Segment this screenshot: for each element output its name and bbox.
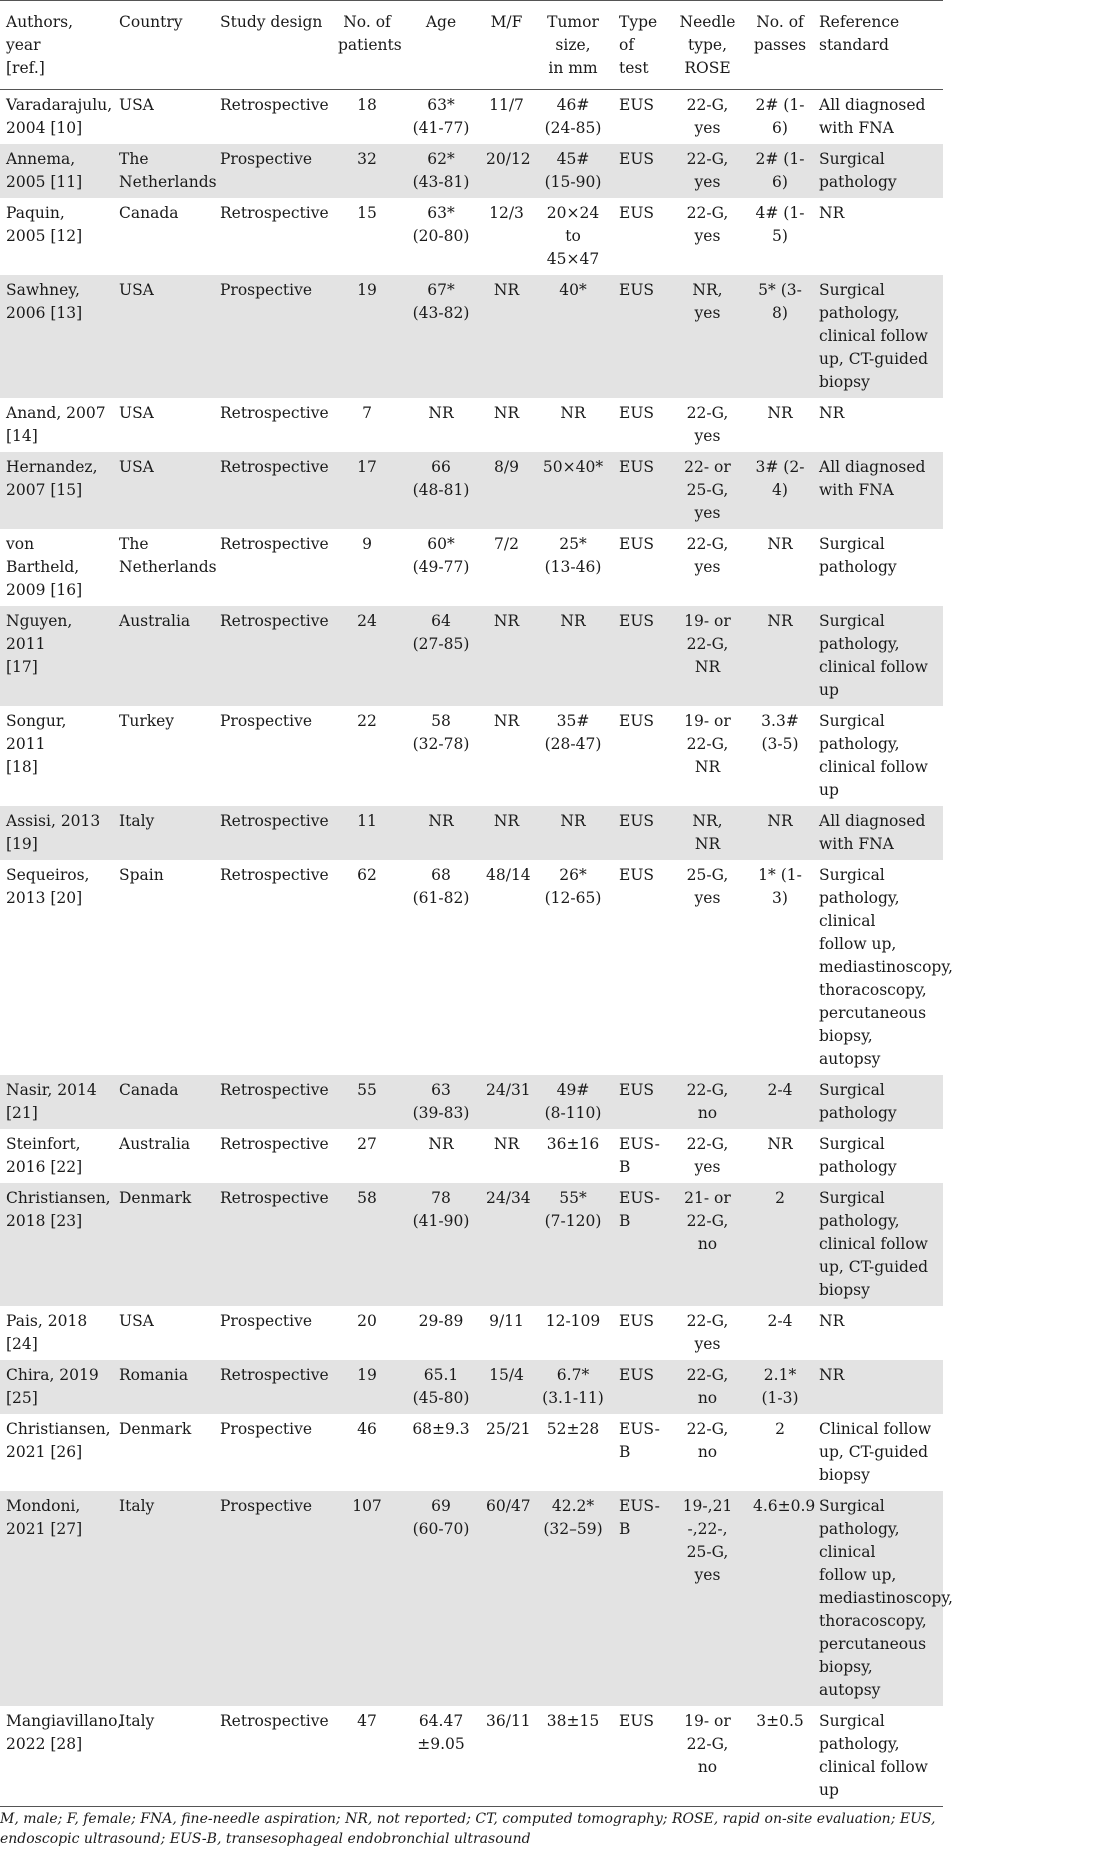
cell-age: 68±9.3 <box>412 1420 470 1438</box>
cell-country: Denmark <box>119 1420 192 1438</box>
cell-passes: 2 <box>775 1420 785 1438</box>
cell-test: EUS <box>613 452 668 529</box>
cell-reference: All diagnosed with FNA <box>819 96 926 137</box>
cell-authors: Nguyen, 2011 [17] <box>0 606 113 706</box>
cell-test: EUS <box>619 204 654 222</box>
cell-test: EUS <box>619 96 654 114</box>
cell-test: EUS-B <box>619 1135 660 1176</box>
cell-test: EUS <box>619 1312 654 1330</box>
table-row <box>0 806 943 860</box>
cell-authors: Sequeiros, 2013 [20] <box>6 866 90 907</box>
cell-test: EUS <box>613 1360 668 1414</box>
cell-tumor-size: 55* (7-120) <box>533 1183 613 1306</box>
cell-needle: 22-G, yes <box>686 404 729 445</box>
cell-country: USA <box>119 404 154 422</box>
cell-needle: 22-G, no <box>668 1075 747 1129</box>
cell-tumor-size: 36±16 <box>546 1135 600 1153</box>
cell-age: 62* (43-81) <box>402 144 480 198</box>
cell-tumor-size: 20×24 to 45×47 <box>546 204 600 268</box>
cell-country: Spain <box>119 866 164 884</box>
cell-needle: 19-,21 -,22-, 25-G, yes <box>668 1491 747 1706</box>
cell-test: EUS <box>619 535 654 553</box>
cell-patients: 62 <box>357 866 377 884</box>
cell-sex: 15/4 <box>480 1360 533 1414</box>
cell-tumor-size: 45# (15-90) <box>533 144 613 198</box>
cell-age: 64 (27-85) <box>402 606 480 706</box>
cell-needle: NR, yes <box>668 275 747 398</box>
cell-authors: Pais, 2018 [24] <box>6 1312 88 1353</box>
cell-design: Retrospective <box>214 1360 332 1414</box>
cell-tumor-size: 46# (24-85) <box>544 96 602 137</box>
cell-design: Retrospective <box>214 1075 332 1129</box>
cell-authors: Varadarajulu, 2004 [10] <box>6 96 113 137</box>
cell-age: 69 (60-70) <box>402 1491 480 1706</box>
cell-authors: Paquin, 2005 [12] <box>6 204 83 245</box>
cell-needle: 19- or 22-G, NR <box>684 712 731 776</box>
cell-reference: Surgical pathology, clinical follow up, CT-guided biopsy <box>813 275 943 398</box>
cell-design: Prospective <box>214 144 332 198</box>
header-age: Age <box>402 1 480 90</box>
cell-authors: Chira, 2019 [25] <box>0 1360 113 1414</box>
cell-passes: NR <box>767 1135 793 1153</box>
header-country: Country <box>113 1 214 90</box>
cell-patients: 18 <box>357 96 377 114</box>
cell-authors: Steinfort, 2016 [22] <box>6 1135 83 1176</box>
cell-needle: 22-G, yes <box>686 1312 729 1353</box>
cell-country: The Netherlands <box>119 535 217 576</box>
cell-reference: Surgical pathology <box>813 144 943 198</box>
table-row <box>0 1075 943 1129</box>
table-row <box>0 1360 943 1414</box>
cell-country: Canada <box>113 1075 214 1129</box>
cell-patients: 107 <box>332 1491 402 1706</box>
cell-sex: NR <box>480 275 533 398</box>
cell-patients: 46 <box>357 1420 377 1438</box>
cell-sex: NR <box>493 712 520 730</box>
cell-needle: 22-G, yes <box>668 144 747 198</box>
cell-test: EUS-B <box>619 1420 660 1461</box>
cell-tumor-size: 50×40* <box>533 452 613 529</box>
table-row <box>0 529 943 606</box>
cell-reference: Surgical pathology, clinical follow up, CT-guided biopsy <box>813 1183 943 1306</box>
cell-sex: 24/31 <box>480 1075 533 1129</box>
cell-reference: Surgical pathology, clinical follow up, mediastinoscopy, thoracoscopy, percutaneous biopsy, autopsy <box>819 866 953 1068</box>
cell-authors: Sawhney, 2006 [13] <box>0 275 113 398</box>
cell-needle: 22-G, yes <box>686 96 729 137</box>
cell-design: Retrospective <box>220 404 329 422</box>
cell-test: EUS <box>613 275 668 398</box>
cell-sex: 25/21 <box>486 1420 531 1438</box>
cell-authors: Mondoni, 2021 [27] <box>0 1491 113 1706</box>
cell-design: Retrospective <box>220 96 329 114</box>
cell-age: 64.47 ±9.05 <box>402 1706 480 1807</box>
cell-test: EUS <box>613 1075 668 1129</box>
cell-needle: 22-G, no <box>686 1420 729 1461</box>
cell-age: 63* (20-80) <box>412 204 470 245</box>
cell-country: Turkey <box>119 712 175 730</box>
cell-country: Italy <box>113 806 214 860</box>
cell-design: Retrospective <box>220 866 329 884</box>
header-passes: No. of passes <box>747 1 813 90</box>
cell-passes: 2-4 <box>767 1312 793 1330</box>
cell-sex: 24/34 <box>480 1183 533 1306</box>
cell-passes: NR <box>767 404 793 422</box>
cell-age: 78 (41-90) <box>402 1183 480 1306</box>
cell-passes: NR <box>747 806 813 860</box>
cell-test: EUS <box>619 866 654 884</box>
cell-patients: 20 <box>357 1312 377 1330</box>
cell-reference: NR <box>819 404 845 422</box>
table-footnote: M, male; F, female; FNA, fine-needle aspiration; NR, not reported; CT, computed tomography; ROSE, rapid on-site evaluation; EUS, endoscopic ultrasound; EUS-B, transesophageal endobronchial ultrasound <box>0 1811 936 1847</box>
cell-tumor-size: 40* <box>533 275 613 398</box>
table-row <box>0 1414 943 1491</box>
header-authors-year: Authors, year [ref.] <box>0 1 113 90</box>
cell-test: EUS-B <box>613 1183 668 1306</box>
cell-age: 29-89 <box>418 1312 464 1330</box>
cell-age: 60* (49-77) <box>412 535 470 576</box>
cell-design: Retrospective <box>220 535 329 553</box>
cell-authors: von Bartheld, 2009 [16] <box>6 535 83 599</box>
header-sex-ratio: M/F <box>480 1 533 90</box>
table-row <box>0 706 943 806</box>
cell-sex: 20/12 <box>480 144 533 198</box>
table-row <box>0 1306 943 1360</box>
cell-authors: Hernandez, 2007 [15] <box>0 452 113 529</box>
cell-country: Romania <box>113 1360 214 1414</box>
cell-design: Prospective <box>220 1420 313 1438</box>
cell-test: EUS-B <box>613 1491 668 1706</box>
cell-tumor-size: 26* (12-65) <box>544 866 602 907</box>
cell-passes: NR <box>747 606 813 706</box>
cell-design: Retrospective <box>214 806 332 860</box>
cell-passes: 4# (1-5) <box>755 204 805 245</box>
cell-reference: Surgical pathology, clinical follow up <box>813 1706 943 1807</box>
table-row <box>0 275 943 398</box>
cell-passes: 2-4 <box>747 1075 813 1129</box>
cell-design: Prospective <box>214 1491 332 1706</box>
cell-authors: Annema, 2005 [11] <box>0 144 113 198</box>
cell-authors: Assisi, 2013 [19] <box>0 806 113 860</box>
cell-reference: Surgical pathology, clinical follow up <box>813 606 943 706</box>
cell-tumor-size: 25* (13-46) <box>544 535 602 576</box>
cell-patients: 11 <box>332 806 402 860</box>
cell-patients: 9 <box>362 535 372 553</box>
cell-reference: NR <box>819 204 845 222</box>
cell-passes: 2# (1-6) <box>755 96 805 137</box>
cell-sex: NR <box>493 1135 520 1153</box>
cell-needle: 19- or 22-G, NR <box>668 606 747 706</box>
cell-passes: 4.6±0.9 <box>747 1491 813 1706</box>
cell-sex: 9/11 <box>489 1312 524 1330</box>
cell-age: 63 (39-83) <box>402 1075 480 1129</box>
cell-test: EUS <box>613 606 668 706</box>
cell-age: NR <box>428 404 454 422</box>
cell-design: Prospective <box>220 712 313 730</box>
cell-tumor-size: 49# (8-110) <box>533 1075 613 1129</box>
cell-needle: 22-G, yes <box>686 204 729 245</box>
cell-tumor-size: 52±28 <box>546 1420 600 1438</box>
table-row <box>0 452 943 529</box>
cell-design: Retrospective <box>220 1135 329 1153</box>
cell-reference: NR <box>813 1360 943 1414</box>
cell-reference: Surgical pathology, clinical follow up, mediastinoscopy, thoracoscopy, percutaneous biopsy, autopsy <box>813 1491 943 1706</box>
table-header-row <box>0 1 943 90</box>
cell-patients: 27 <box>357 1135 377 1153</box>
cell-patients: 58 <box>332 1183 402 1306</box>
study-characteristics-table <box>0 1 953 1807</box>
cell-patients: 55 <box>332 1075 402 1129</box>
cell-design: Retrospective <box>214 606 332 706</box>
cell-passes: 3±0.5 <box>747 1706 813 1807</box>
cell-sex: NR <box>493 404 520 422</box>
table-row <box>0 144 943 198</box>
cell-sex: 36/11 <box>480 1706 533 1807</box>
cell-authors: Anand, 2007 [14] <box>6 404 106 445</box>
cell-sex: 8/9 <box>480 452 533 529</box>
cell-age: 68 (61-82) <box>412 866 470 907</box>
table-row <box>0 860 943 1075</box>
cell-needle: 22-G, yes <box>686 1135 729 1176</box>
cell-sex: NR <box>480 806 533 860</box>
cell-country: USA <box>119 96 154 114</box>
table-row <box>0 398 943 452</box>
cell-passes: 1* (1-3) <box>758 866 802 907</box>
cell-country: Italy <box>113 1706 214 1807</box>
cell-country: Australia <box>119 1135 191 1153</box>
cell-design: Retrospective <box>214 452 332 529</box>
cell-design: Retrospective <box>220 204 329 222</box>
cell-country: USA <box>113 452 214 529</box>
cell-tumor-size: NR <box>533 806 613 860</box>
table-row <box>0 1706 943 1807</box>
cell-reference: All diagnosed with FNA <box>813 452 943 529</box>
cell-country: The Netherlands <box>113 144 214 198</box>
cell-authors: Christiansen, 2018 [23] <box>0 1183 113 1306</box>
cell-reference: Surgical pathology <box>813 1075 943 1129</box>
table-body <box>0 90 953 1807</box>
cell-test: EUS <box>619 712 654 730</box>
cell-needle: 21- or 22-G, no <box>668 1183 747 1306</box>
cell-passes: 2 <box>747 1183 813 1306</box>
cell-tumor-size: 35# (28-47) <box>544 712 602 753</box>
cell-passes: NR <box>767 535 793 553</box>
cell-reference: Surgical pathology, clinical follow up <box>819 712 928 799</box>
cell-age: 63* (41-77) <box>412 96 470 137</box>
cell-authors: Songur, 2011 [18] <box>6 712 67 776</box>
cell-needle: 22-G, yes <box>686 535 729 576</box>
cell-design: Prospective <box>220 1312 313 1330</box>
cell-sex: 60/47 <box>480 1491 533 1706</box>
cell-country: Italy <box>113 1491 214 1706</box>
cell-country: USA <box>113 275 214 398</box>
cell-age: 66 (48-81) <box>402 452 480 529</box>
cell-patients: 47 <box>332 1706 402 1807</box>
cell-authors: Nasir, 2014 [21] <box>0 1075 113 1129</box>
cell-sex: 11/7 <box>489 96 524 114</box>
cell-patients: 19 <box>332 275 402 398</box>
cell-age: 67* (43-82) <box>402 275 480 398</box>
cell-patients: 32 <box>332 144 402 198</box>
cell-authors: Mangiavillano, 2022 [28] <box>0 1706 113 1807</box>
cell-test: EUS <box>613 1706 668 1807</box>
cell-needle: 19- or 22-G, no <box>668 1706 747 1807</box>
cell-patients: 17 <box>332 452 402 529</box>
cell-patients: 7 <box>362 404 372 422</box>
cell-passes: 2.1* (1-3) <box>747 1360 813 1414</box>
cell-test: EUS <box>619 404 654 422</box>
cell-tumor-size: 38±15 <box>533 1706 613 1807</box>
cell-passes: 5* (3-8) <box>747 275 813 398</box>
cell-country: USA <box>119 1312 154 1330</box>
cell-tumor-size: NR <box>560 404 586 422</box>
cell-country: Canada <box>119 204 179 222</box>
header-tumor-size: Tumor size, in mm <box>533 1 613 90</box>
cell-passes: 3# (2-4) <box>747 452 813 529</box>
cell-sex: 48/14 <box>486 866 531 884</box>
table-row <box>0 198 943 275</box>
cell-design: Retrospective <box>214 1706 332 1807</box>
cell-reference: NR <box>819 1312 845 1330</box>
cell-reference: Surgical pathology <box>819 535 897 576</box>
table-row <box>0 606 943 706</box>
cell-authors: Christiansen, 2021 [26] <box>6 1420 111 1461</box>
header-test-type: Type of test <box>613 1 668 90</box>
cell-reference: Clinical follow up, CT-guided biopsy <box>819 1420 932 1484</box>
cell-design: Retrospective <box>214 1183 332 1306</box>
table-row <box>0 1491 943 1706</box>
cell-needle: 25-G, yes <box>686 866 729 907</box>
cell-reference: All diagnosed with FNA <box>813 806 943 860</box>
header-patients: No. of patients <box>332 1 402 90</box>
cell-patients: 24 <box>332 606 402 706</box>
header-reference-standard: Reference standard <box>813 1 943 90</box>
table-row <box>0 1129 943 1183</box>
cell-passes: 2# (1-6) <box>747 144 813 198</box>
cell-tumor-size: NR <box>533 606 613 706</box>
header-needle-rose: Needle type, ROSE <box>668 1 747 90</box>
table-row <box>0 90 943 145</box>
cell-age: NR <box>428 1135 454 1153</box>
cell-needle: NR, NR <box>668 806 747 860</box>
cell-needle: 22- or 25-G, yes <box>668 452 747 529</box>
cell-needle: 22-G, no <box>668 1360 747 1414</box>
cell-country: Australia <box>113 606 214 706</box>
cell-sex: 7/2 <box>494 535 519 553</box>
cell-sex: NR <box>480 606 533 706</box>
cell-patients: 22 <box>357 712 377 730</box>
cell-design: Prospective <box>214 275 332 398</box>
cell-age: 58 (32-78) <box>412 712 470 753</box>
cell-test: EUS <box>613 144 668 198</box>
cell-tumor-size: 6.7* (3.1-11) <box>533 1360 613 1414</box>
table-row <box>0 1183 943 1306</box>
cell-reference: Surgical pathology <box>819 1135 897 1176</box>
cell-tumor-size: 42.2* (32–59) <box>533 1491 613 1706</box>
cell-age: 65.1 (45-80) <box>402 1360 480 1414</box>
cell-country: Denmark <box>113 1183 214 1306</box>
cell-patients: 15 <box>357 204 377 222</box>
cell-sex: 12/3 <box>489 204 524 222</box>
cell-patients: 19 <box>332 1360 402 1414</box>
header-study-design: Study design <box>214 1 332 90</box>
cell-test: EUS <box>613 806 668 860</box>
cell-passes: 3.3# (3-5) <box>761 712 799 753</box>
cell-age: NR <box>402 806 480 860</box>
cell-tumor-size: 12-109 <box>545 1312 601 1330</box>
